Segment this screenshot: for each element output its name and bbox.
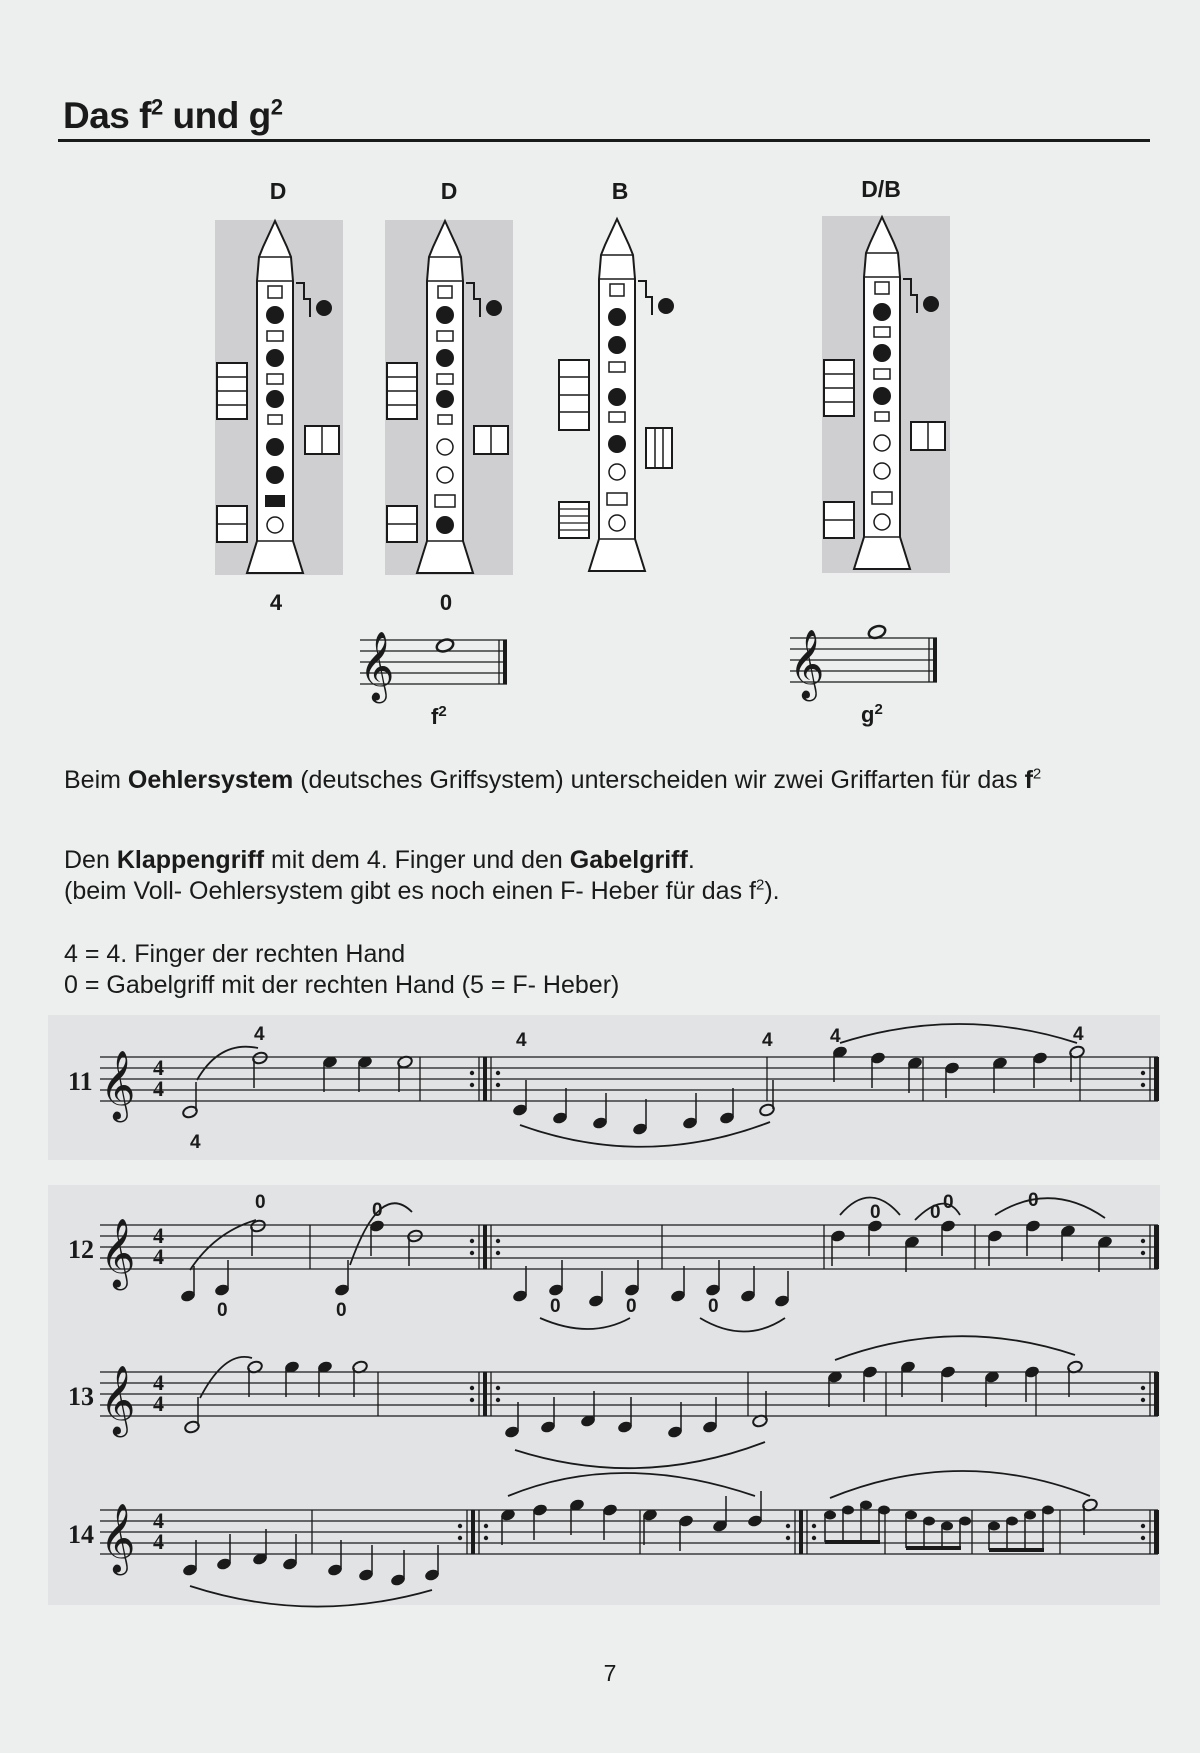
diagram-label-4: D/B (861, 176, 901, 202)
note-label-g2: $g^2$ (861, 701, 883, 727)
svg-text:0: 0 (943, 1192, 954, 1213)
svg-text:0: 0 (708, 1296, 719, 1317)
title-sup-f: 2 (150, 94, 163, 120)
paragraph-griffe: Den Klappengriff mit dem 4. Finger und den Gabelgriff. (64, 846, 695, 874)
svg-text:4: 4 (153, 1391, 164, 1416)
svg-text:𝄞: 𝄞 (359, 633, 395, 699)
time-sig-bottom: 4 (153, 1076, 164, 1101)
svg-text:𝄞: 𝄞 (100, 1220, 136, 1286)
svg-text:4: 4 (762, 1030, 773, 1051)
svg-text:0: 0 (626, 1296, 637, 1317)
svg-text:4: 4 (153, 1244, 164, 1269)
note-label-f2: $f^2$ (431, 703, 447, 729)
title-text-g: und g (162, 95, 271, 136)
exercise-number-14: 14 (68, 1520, 94, 1549)
diagram-label-2: D (440, 178, 458, 204)
svg-text:4: 4 (254, 1024, 265, 1045)
svg-text:0: 0 (336, 1300, 347, 1321)
diagram-label-1: D (269, 178, 287, 204)
title-text-f: Das f (63, 95, 151, 136)
exercise-number-12: 12 (68, 1235, 94, 1264)
svg-text:4: 4 (516, 1030, 527, 1051)
svg-text:4: 4 (1073, 1024, 1084, 1045)
svg-text:4: 4 (153, 1223, 164, 1248)
svg-text:4: 4 (830, 1026, 841, 1047)
exercise-number-11: 11 (68, 1067, 93, 1096)
svg-text:𝄞: 𝄞 (100, 1505, 136, 1571)
svg-text:0: 0 (550, 1296, 561, 1317)
time-sig-top: 4 (153, 1055, 164, 1080)
paragraph-oehlersystem: Beim Oehlersystem (deutsches Griffsystem) unterscheiden wir zwei Griffarten für das $f^2$ (64, 765, 1042, 794)
title-sup-g: 2 (270, 94, 283, 120)
svg-text:4: 4 (190, 1132, 201, 1153)
paragraph-voll-oehler: (beim Voll- Oehlersystem gibt es noch einen F- Heber für das $f^2$). (64, 876, 780, 905)
page-number: 7 (603, 1660, 617, 1686)
svg-text:4: 4 (153, 1370, 164, 1395)
legend-gabelgriff: 0 = Gabelgriff mit der rechten Hand (5 = F- Heber) (64, 971, 620, 999)
diagram-label-3: B (611, 178, 629, 204)
svg-text:𝄞: 𝄞 (789, 631, 825, 697)
svg-text:0: 0 (217, 1300, 228, 1321)
finger-number-2: 0 (439, 590, 453, 615)
finger-number-1: 4 (269, 590, 283, 615)
svg-text:𝄞: 𝄞 (100, 1367, 136, 1433)
svg-text:4: 4 (153, 1529, 164, 1554)
legend-finger-4: 4 = 4. Finger der rechten Hand (64, 940, 406, 968)
svg-text:𝄞: 𝄞 (100, 1052, 136, 1118)
svg-text:0: 0 (870, 1202, 881, 1223)
svg-text:0: 0 (1028, 1190, 1039, 1211)
svg-text:0: 0 (930, 1202, 941, 1223)
svg-text:0: 0 (372, 1200, 383, 1221)
exercise-number-13: 13 (68, 1382, 94, 1411)
svg-text:0: 0 (255, 1192, 266, 1213)
svg-text:4: 4 (153, 1508, 164, 1533)
